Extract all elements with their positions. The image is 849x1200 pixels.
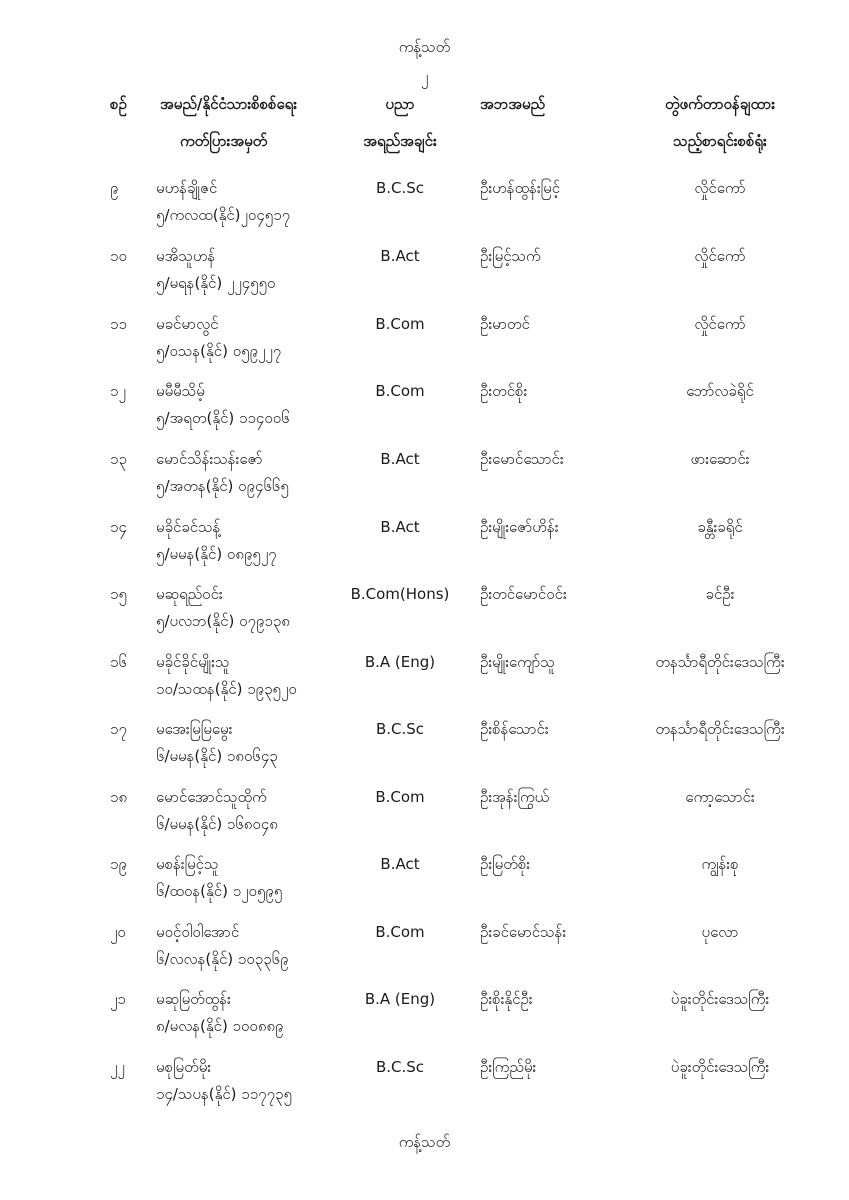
row-father: ဦးစိုးနိုင်ဦး [480, 990, 533, 1008]
row-nrc: ၅/ပလဘ(နိုင်) ၀၇၉၁၃၈ [156, 612, 290, 630]
row-name: မောင်သိန်းသန်းဇော် [156, 450, 263, 468]
row-name: မဝင့်ဝါဝါအောင် [156, 923, 240, 941]
row-place: ကော့သောင်း [685, 788, 755, 806]
col-header-place-2: သည့်စာရင်းစစ်ရုံး [673, 132, 767, 150]
row-degree: B.C.Sc [375, 1058, 425, 1076]
table-row [0, 853, 849, 913]
row-father: ဦးမောင်သောင်း [480, 450, 564, 468]
col-header-father: အဘအမည် [480, 95, 546, 113]
header-note: ကန့်သတ် [398, 38, 451, 56]
table-row [0, 651, 849, 711]
row-father: ဦးမာတင် [480, 315, 530, 333]
row-father: ဦးကြည်မိုး [480, 1058, 537, 1076]
col-header-degree-1: ပညာ [385, 95, 415, 113]
row-name: မအိသူဟန် [156, 247, 216, 265]
row-nrc: ၆/လလန(နိုင်) ၁၀၃၃၆၉ [156, 950, 289, 968]
row-nrc: ၅/ကလထ(နိုင်)၂၀၄၅၁၇ [156, 206, 291, 224]
row-father: ဦးတင်စိုး [480, 382, 528, 400]
row-number: ၁၈ [110, 788, 128, 806]
row-name: မစုမြတ်မိုး [156, 1058, 212, 1076]
row-name: မခိုင်ခင်သန့် [156, 518, 221, 536]
row-name: မမီမီသိမ့် [156, 382, 205, 400]
row-nrc: ၅/အတန(နိုင်) ၀၉၄၆၆၅ [156, 477, 289, 495]
page-number: ၂ [420, 68, 429, 86]
row-degree: B.Com(Hons) [350, 585, 450, 603]
row-degree: B.Com [375, 923, 425, 941]
row-father: ဦးခင်မောင်သန်း [480, 923, 567, 941]
row-place: လှိုင်ကော် [694, 179, 746, 197]
row-father: ဦးဟန်ထွန်းမြင့် [480, 179, 561, 197]
row-place: တနင်္သာရီတိုင်းဒေသကြီး [655, 720, 785, 738]
col-header-degree-2: အရည်အချင်း [363, 132, 437, 150]
row-number: ၁၀ [110, 247, 127, 265]
table-row [0, 516, 849, 576]
row-nrc: ၅/မမန(နိုင်) ၀၈၉၅၂၇ [156, 545, 277, 563]
row-father: ဦးမြင့်သက် [480, 247, 541, 265]
table-row [0, 718, 849, 778]
row-place: ဖားဆောင်း [690, 450, 750, 468]
row-place: ပဲခူးတိုင်းဒေသကြီး [670, 990, 770, 1008]
row-name: မောင်အောင်သူထိုက် [156, 788, 267, 806]
row-number: ၁၄ [110, 518, 127, 536]
row-degree: B.A (Eng) [364, 653, 436, 671]
row-number: ၂၁ [110, 990, 126, 1008]
row-nrc: ၈/မလန(နိုင်) ၁၀၀၈၈၉ [156, 1017, 284, 1035]
row-degree: B.Com [375, 788, 425, 806]
row-place: ခင်ဦး [705, 585, 735, 603]
row-number: ၁၅ [110, 585, 127, 603]
row-father: ဦးမျိုးကျော်သူ [480, 653, 555, 671]
row-degree: B.Act [380, 247, 420, 265]
row-place: လှိုင်ကော် [694, 247, 746, 265]
row-father: ဦးတင်မောင်ဝင်း [480, 585, 567, 603]
row-number: ၁၃ [110, 450, 127, 468]
row-place: ပဲခူးတိုင်းဒေသကြီး [670, 1058, 770, 1076]
table-row [0, 245, 849, 305]
row-degree: B.Com [375, 382, 425, 400]
row-nrc: ၁၀/သထန(နိုင်) ၁၉၃၅၂၀ [156, 680, 297, 698]
row-number: ၂၂ [110, 1058, 125, 1076]
row-number: ၁၇ [110, 720, 127, 738]
row-father: ဦးမျိုးဇော်ဟိန်း [480, 518, 559, 536]
row-nrc: ၅/အရတ(နိုင်) ၁၁၄၀၀၆ [156, 409, 290, 427]
footer-note: ကန့်သတ် [398, 1133, 451, 1151]
row-name: မအေးမြမြမွေး [156, 720, 233, 738]
row-father: ဦးမြတ်စိုး [480, 855, 531, 873]
row-nrc: ၅/မရန(နိုင်) ၂၂၄၅၅၀ [156, 274, 276, 292]
row-number: ၁၁ [110, 315, 127, 333]
row-degree: B.Act [380, 518, 420, 536]
row-nrc: ၅/ဝသန(နိုင်) ၀၅၉၂၂၇ [156, 342, 282, 360]
row-place: ကျွန်းစု [701, 855, 739, 873]
col-header-place-1: တွဲဖက်တာဝန်ချထား [664, 95, 776, 113]
col-header-no: စဉ် [110, 95, 127, 113]
row-number: ၉ [110, 179, 119, 197]
row-nrc: ၆/ထဝန(နိုင်) ၁၂၀၅၉၅ [156, 882, 283, 900]
row-place: လှိုင်ကော် [694, 315, 746, 333]
table-row [0, 988, 849, 1048]
row-degree: B.Act [380, 855, 420, 873]
row-father: ဦးစိန်သောင်း [480, 720, 549, 738]
table-row [0, 448, 849, 508]
col-header-nrc: ကတ်ပြားအမှတ် [180, 132, 268, 150]
row-name: မခိုင်ခိုင်မျိုးသူ [156, 653, 230, 671]
row-degree: B.C.Sc [375, 720, 425, 738]
table-row [0, 177, 849, 237]
row-nrc: ၆/မမန(နိုင်) ၁၆၈၀၄၈ [156, 815, 278, 833]
table-row [0, 583, 849, 643]
row-degree: B.C.Sc [375, 179, 425, 197]
row-degree: B.Com [375, 315, 425, 333]
row-degree: B.Act [380, 450, 420, 468]
col-header-name: အမည်/နိုင်ငံသားစိစစ်ရေး [160, 95, 298, 113]
table-row [0, 1056, 849, 1116]
row-name: မခင်မာလွင် [156, 315, 219, 333]
row-number: ၁၆ [110, 653, 127, 671]
row-name: မဆုမြတ်ထွန်း [156, 990, 231, 1008]
row-number: ၂၀ [110, 923, 126, 941]
row-name: မစန်းမြင့်သူ [156, 855, 219, 873]
row-degree: B.A (Eng) [364, 990, 436, 1008]
row-place: ပုလော [701, 923, 739, 941]
row-place: ခန္တီးခရိုင် [697, 518, 743, 536]
row-number: ၁၉ [110, 855, 127, 873]
table-row [0, 786, 849, 846]
row-nrc: ၁၄/သပန(နိုင်) ၁၁၇၇၃၅ [156, 1085, 292, 1103]
row-number: ၁၂ [110, 382, 126, 400]
row-name: မဆုရည်ဝင်း [156, 585, 223, 603]
row-nrc: ၆/မမန(နိုင်) ၁၈၀၆၄၃ [156, 747, 278, 765]
row-place: တနင်္သာရီတိုင်းဒေသကြီး [655, 653, 785, 671]
row-father: ဦးအုန်းကြွယ် [480, 788, 550, 806]
table-row [0, 921, 849, 981]
table-row [0, 313, 849, 373]
table-row [0, 380, 849, 440]
row-name: မဟန်ချိုဇင် [156, 179, 218, 197]
row-place: ဘော်လခဲရိုင် [686, 382, 754, 400]
